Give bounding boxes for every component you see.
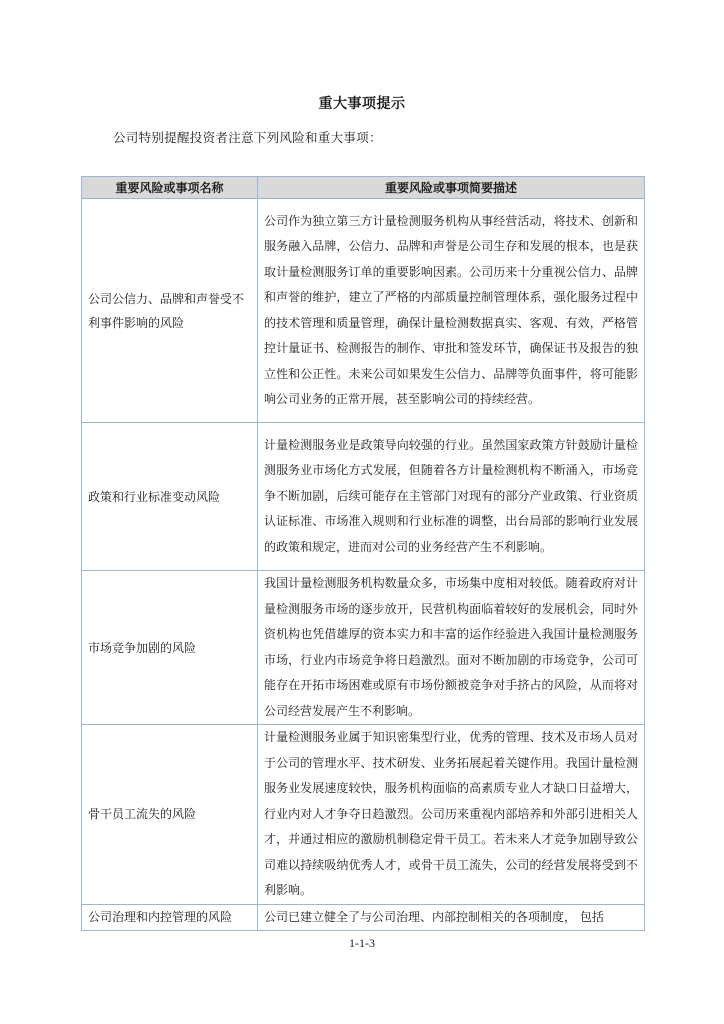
intro-text: 公司特别提醒投资者注意下列风险和重大事项： [113, 130, 382, 145]
risk-description: 计量检测服务业属于知识密集型行业，优秀的管理、技术及市场人员对于公司的管理水平、技术研发、业务拓展起着关键作用。我国计量检测服务业发展速度较快，服务机构面临的高素质专业人才缺口日益增大，行业内对人才争夺日趋激烈。公司历来重视内部培养和外部引进相关人才，并通过相应的激励机制稳定骨干员工。若未来人才竞争加剧导致公司难以持续吸纳优秀人才，或骨干员工流失，公司的经营发展将受到不利影响。 [258, 725, 645, 905]
risk-description: 计量检测服务业是政策导向较强的行业。虽然国家政策方针鼓励计量检测服务业市场化方式发展，但随着各方计量检测机构不断涌入，市场竞争不断加剧，后续可能存在主管部门对现有的部分产业政策、行业资质认证标准、市场准入规则和行业标准的调整，出台局部的影响行业发展的政策和规定，进而对公司的业务经营产生不利影响。 [258, 423, 645, 571]
page-number: 1-1-3 [349, 936, 375, 950]
risk-name: 公司公信力、品牌和声誉受不利事件影响的风险 [82, 199, 258, 423]
risk-description: 公司已建立健全了与公司治理、内部控制相关的各项制度， 包括 [258, 904, 645, 931]
risk-name: 政策和行业标准变动风险 [82, 423, 258, 571]
risk-table [81, 176, 645, 931]
risk-name: 市场竞争加剧的风险 [82, 571, 258, 725]
risk-name: 骨干员工流失的风险 [82, 725, 258, 905]
risk-description: 我国计量检测服务机构数量众多，市场集中度相对较低。随着政府对计量检测服务市场的逐步放开，民营机构面临着较好的发展机会，同时外资机构也凭借雄厚的资本实力和丰富的运作经验进入我国计量检测服务市场，行业内市场竞争将日趋激烈。面对不断加剧的市场竞争，公司可能存在开拓市场困难或原有市场份额被竞争对手挤占的风险，从而将对公司经营发展产生不利影响。 [258, 571, 645, 725]
risk-name: 公司治理和内控管理的风险 [82, 904, 258, 931]
risk-description: 公司作为独立第三方计量检测服务机构从事经营活动，将技术、创新和服务融入品牌，公信力、品牌和声誉是公司生存和发展的根本，也是获取计量检测服务订单的重要影响因素。公司历来十分重视公信力、品牌和声誉的维护，建立了严格的内部质量控制管理体系，强化服务过程中的技术管理和质量管理，确保计量检测数据真实、客观、有效，严格管控计量证书、检测报告的制作、审批和签发环节，确保证书及报告的独立性和公正性。未来公司如果发生公信力、品牌等负面事件，将可能影响公司业务的正常开展，甚至影响公司的持续经营。 [258, 199, 645, 423]
table-row [82, 199, 645, 423]
table-row [82, 571, 645, 725]
column-header-description: 重要风险或事项简要描述 [258, 177, 645, 199]
table-row [82, 725, 645, 905]
column-header-name: 重要风险或事项名称 [82, 177, 258, 199]
table-row [82, 904, 645, 931]
table-header-row [82, 177, 645, 199]
table-row [82, 423, 645, 571]
page-title: 重大事项提示 [318, 96, 406, 112]
